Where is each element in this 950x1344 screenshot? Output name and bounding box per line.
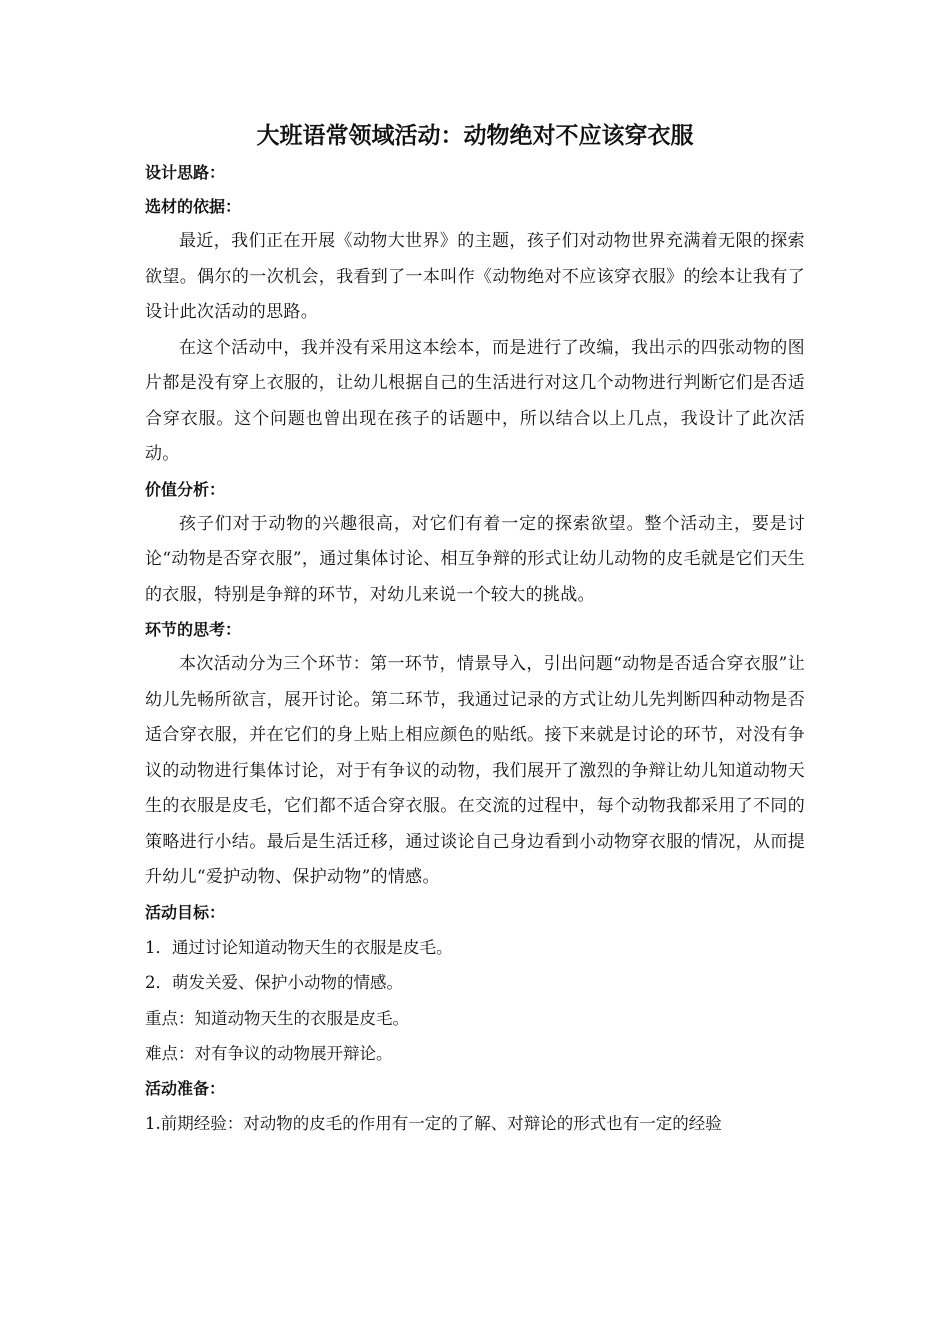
basis-paragraph-2: 在这个活动中，我并没有采用这本绘本，而是进行了改编，我出示的四张动物的图片都是没有穿上衣服的，让幼儿根据自己的生活进行对这几个动物进行判断它们是否适合穿衣服。这个问题也曾出现在孩子的话题中，所以结合以上几点，我设计了此次活动。 — [145, 337, 805, 464]
section-heading-goals: 活动目标： — [145, 902, 226, 922]
section-heading-design: 设计思路： — [145, 163, 226, 182]
section-heading-preparation: 活动准备： — [145, 1078, 226, 1098]
goal-difficulty: 难点：对有争议的动物展开辩论。 — [145, 1044, 393, 1063]
goal-key-point: 重点：知道动物天生的衣服是皮毛。 — [145, 1008, 409, 1028]
basis-paragraph-1: 最近，我们正在开展《动物大世界》的主题，孩子们对动物世界充满着无限的探索欲望。偶尔的一次机会，我看到了一本叫作《动物绝对不应该穿衣服》的绘本让我有了设计此次活动的思路。 — [145, 231, 805, 322]
document-body — [145, 156, 805, 1141]
preparation-item-1: 1.前期经验：对动物的皮毛的作用有一定的了解、对辩论的形式也有一定的经验 — [145, 1113, 722, 1133]
value-paragraph: 孩子们对于动物的兴趣很高，对它们有着一定的探索欲望。整个活动主，要是讨论“动物是否穿衣服”，通过集体讨论、相互争辩的形式让幼儿动物的皮毛就是它们天生的衣服，特别是争辩的环节，对幼儿来说一个较大的挑战。 — [145, 513, 805, 605]
goal-item-2: 2．萌发关爱、保护小动物的情感。 — [145, 973, 403, 992]
thinking-paragraph: 本次活动分为三个环节：第一环节，情景导入，引出问题“动物是否适合穿衣服”让幼儿先畅所欲言，展开讨论。第二环节，我通过记录的方式让幼儿先判断四种动物是否适合穿衣服，并在它们的身上贴上相应颜色的贴纸。接下来就是讨论的环节，对没有争议的动物进行集体讨论，对于有争议的动物，我们展开了激烈的争辩让幼儿知道动物天生的衣服是皮毛，它们都不适合穿衣服。在交流的过程中，每个动物我都采用了不同的策略进行小结。最后是生活迁移，通过谈论自己身边看到小动物穿衣服的情况，从而提升幼儿“爱护动物、保护动物”的情感。 — [145, 654, 805, 887]
document-title: 大班语常领域活动：动物绝对不应该穿衣服 — [256, 123, 694, 149]
section-heading-thinking: 环节的思考： — [145, 620, 242, 639]
section-heading-basis: 选材的依据： — [145, 197, 242, 216]
goal-item-1: 1．通过讨论知道动物天生的衣服是皮毛。 — [145, 937, 453, 957]
section-heading-value: 价值分析： — [145, 479, 226, 499]
